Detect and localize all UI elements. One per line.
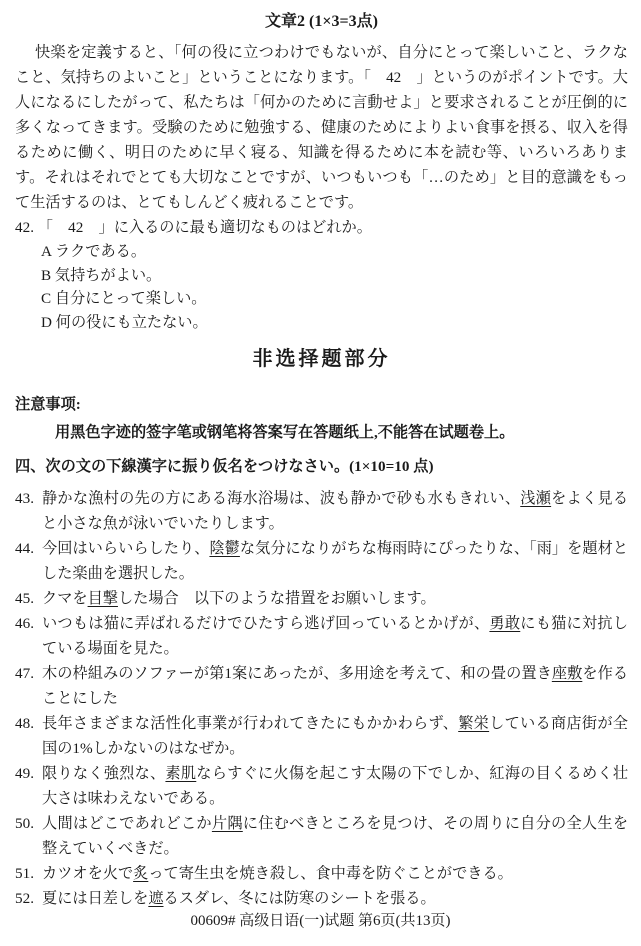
question-number: 52. <box>15 890 34 907</box>
option-d: D 何の役にも立たない。 <box>41 313 208 331</box>
underlined-kanji: 座敷 <box>551 665 583 682</box>
question-text: いつもは猫に弄ばれるだけでひたすら逃げ回っているとかげが、勇敢にも猫に対抗している場面を見た。 <box>42 615 629 657</box>
question-text: 夏には日差しを遮るスダレ、冬には防寒のシートを張る。 <box>42 890 436 907</box>
question-row <box>15 861 628 886</box>
question-text: 人間はどこであれどこか片隅に住むべきところを見つけ、その周りに自分の全人生を整えていくべきだ。 <box>42 815 629 857</box>
question-number: 45. <box>15 590 34 607</box>
underlined-kanji: 勇敢 <box>489 615 521 632</box>
option-c: C 自分にとって楽しい。 <box>41 290 207 307</box>
question-row <box>15 486 628 536</box>
question-42-stem: 42. 「 42 」に入るのに最も適切なものはどれか。 <box>15 219 372 236</box>
option-b: B 気持ちがよい。 <box>41 266 162 284</box>
question-number: 47. <box>15 665 34 682</box>
section-4-heading: 四、次の文の下線漢字に振り仮名をつけなさい。(1×10=10 点) <box>15 458 434 475</box>
question-number: 48. <box>15 715 34 732</box>
notice-heading: 注意事项: <box>15 396 81 413</box>
question-row <box>15 711 628 761</box>
question-number: 46. <box>15 615 34 632</box>
question-number: 50. <box>15 815 34 832</box>
passage-title: 文章2 (1×3=3点) <box>265 13 378 30</box>
passage-body: 快楽を定義すると、「何の役に立つわけでもないが、自分にとって楽しいこと、ラクなこと、気持ちのよいこと」ということになります。「 42 」というのがポイントです。大人になるにしたがって、私たちは「何かのために言動せよ」と要求されることが圧倒的に多くなってきます。受験のために勉強する、健康のためによりよい食事を摂る、収入を得るために働く、明日のために早く寝る、知識を得るために本を読む等、いろいろあります。それはそれでとても大切なことですが、いつもいつも「…のため」と目的意識をもって生活するのは、とてもしんどく疲れることです。 <box>15 44 628 211</box>
question-text: 木の枠組みのソファーが第1案にあったが、多用途を考えて、和の畳の置き座敷を作ることにした <box>42 665 629 707</box>
question-row <box>15 586 628 611</box>
furigana-questions <box>15 486 628 911</box>
question-text: 限りなく強烈な、素肌ならすぐに火傷を起こす太陽の下でしか、紅海の目くるめく壮大さは味わえないである。 <box>42 765 629 807</box>
question-42-options <box>15 240 628 334</box>
underlined-kanji: 片隅 <box>211 815 243 832</box>
question-row <box>15 536 628 586</box>
page-footer: 00609# 高级日语(一)试题 第6页(共13页) <box>190 913 451 929</box>
section-header: 非选择题部分 <box>252 348 391 370</box>
notice-body: 用黑色字迹的签字笔或钢笔将答案写在答题纸上,不能答在试题卷上。 <box>55 424 515 441</box>
underlined-kanji: 目撃 <box>87 590 118 607</box>
question-text: 長年さまざまな活性化事業が行われてきたにもかかわらず、繁栄している商店街が全国の1%しかないのはなぜか。 <box>42 715 628 757</box>
question-text: 静かな漁村の先の方にある海水浴場は、波も静かで砂も水もきれい、浅瀬をよく見ると小さな魚が泳いでいたりします。 <box>42 490 629 532</box>
question-number: 51. <box>15 865 34 882</box>
underlined-kanji: 繁栄 <box>458 715 490 732</box>
question-row <box>15 761 628 811</box>
question-number: 49. <box>15 765 34 782</box>
underlined-kanji: 炙 <box>133 865 149 882</box>
question-row <box>15 611 628 661</box>
underlined-kanji: 遮 <box>148 890 164 907</box>
question-row <box>15 661 628 711</box>
question-number: 44. <box>15 540 34 557</box>
question-row <box>15 811 628 861</box>
question-text: クマを目撃した場合 以下のような措置をお願いします。 <box>42 590 436 607</box>
question-number: 43. <box>15 490 34 507</box>
option-a: A ラクである。 <box>41 243 147 260</box>
underlined-kanji: 浅瀬 <box>520 490 552 507</box>
underlined-kanji: 素肌 <box>165 765 197 782</box>
question-row <box>15 886 628 911</box>
question-text: 今回はいらいらしたり、陰鬱な気分になりがちな梅雨時にぴったりな、「雨」を題材とした楽曲を選択した。 <box>42 540 629 582</box>
underlined-kanji: 陰鬱 <box>209 540 240 557</box>
question-text: カツオを火で炙って寄生虫を焼き殺し、食中毒を防ぐことができる。 <box>42 865 513 882</box>
